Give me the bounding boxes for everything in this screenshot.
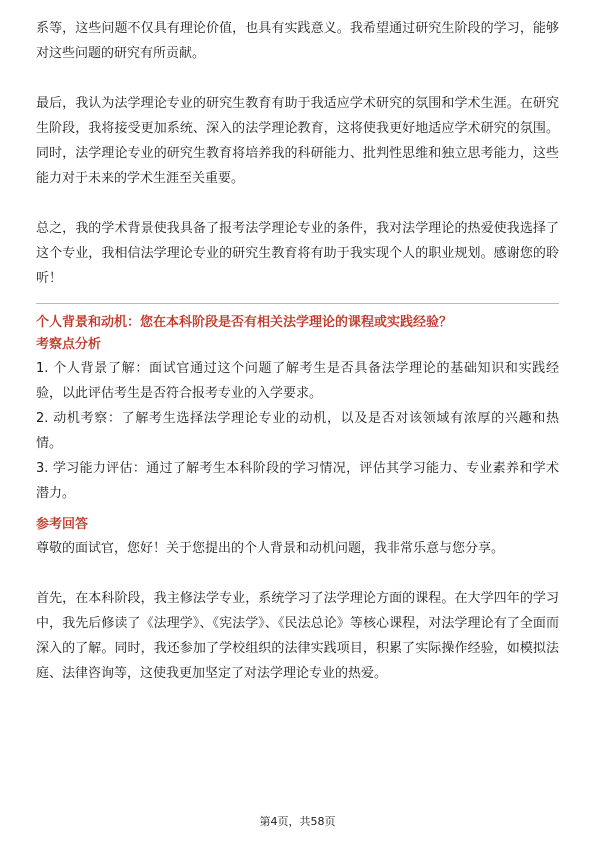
paragraph-academic-career: 最后，我认为法学理论专业的研究生教育有助于我适应学术研究的氛围和学术生涯。在研究生阶段，我将接受更加系统、深入的法学理论教育，这将使我更好地适应学术研究的氛围。同时，法学理论专业的研究生教育将培养我的科研能力、批判性思维和独立思考能力，这些能力对于未来的学术生涯至关重要。 xyxy=(36,96,559,186)
answer-heading: 参考回答 xyxy=(36,517,89,532)
answer-paragraph-undergrad: 首先，在本科阶段，我主修法学专业，系统学习了法学理论方面的课程。在大学四年的学习中，我先后修读了《法理学》、《宪法学》、《民法总论》等核心课程，对法学理论有了全面而深入的了解。同时，我还参加了学校组织的法律实践项目，积累了实际操作经验，如模拟法庭、法律咨询等，这使我更加坚定了对法学理论专业的热爱。 xyxy=(36,591,559,681)
section-divider xyxy=(36,303,559,304)
paragraph-conclusion: 总之，我的学术背景使我具备了报考法学理论专业的条件，我对法学理论的热爱使我选择了这个专业，我相信法学理论专业的研究生教育将有助于我实现个人的职业规划。感谢您的聆听！ xyxy=(36,221,559,286)
document-page xyxy=(36,16,559,686)
analysis-heading: 考察点分析 xyxy=(36,337,102,352)
analysis-item-learning-ability: 3. 学习能力评估：通过了解考生本科阶段的学习情况，评估其学习能力、专业素养和学术潜力。 xyxy=(36,461,559,501)
analysis-item-background: 1. 个人背景了解：面试官通过这个问题了解考生是否具备法学理论的基础知识和实践经验，以此评估考生是否符合报考专业的入学要求。 xyxy=(36,361,559,401)
question-title: 个人背景和动机：您在本科阶段是否有相关法学理论的课程或实践经验？ xyxy=(36,315,453,330)
answer-greeting: 尊敬的面试官，您好！关于您提出的个人背景和动机问题，我非常乐意与您分享。 xyxy=(36,541,505,556)
analysis-item-motivation: 2. 动机考察：了解考生选择法学理论专业的动机，以及是否对该领域有浓厚的兴趣和热情。 xyxy=(36,411,559,451)
paragraph-research-contribution: 系等，这些问题不仅具有理论价值，也具有实践意义。我希望通过研究生阶段的学习，能够对这些问题的研究有所贡献。 xyxy=(36,21,559,61)
page-number: 第4页，共58页 xyxy=(259,815,336,828)
